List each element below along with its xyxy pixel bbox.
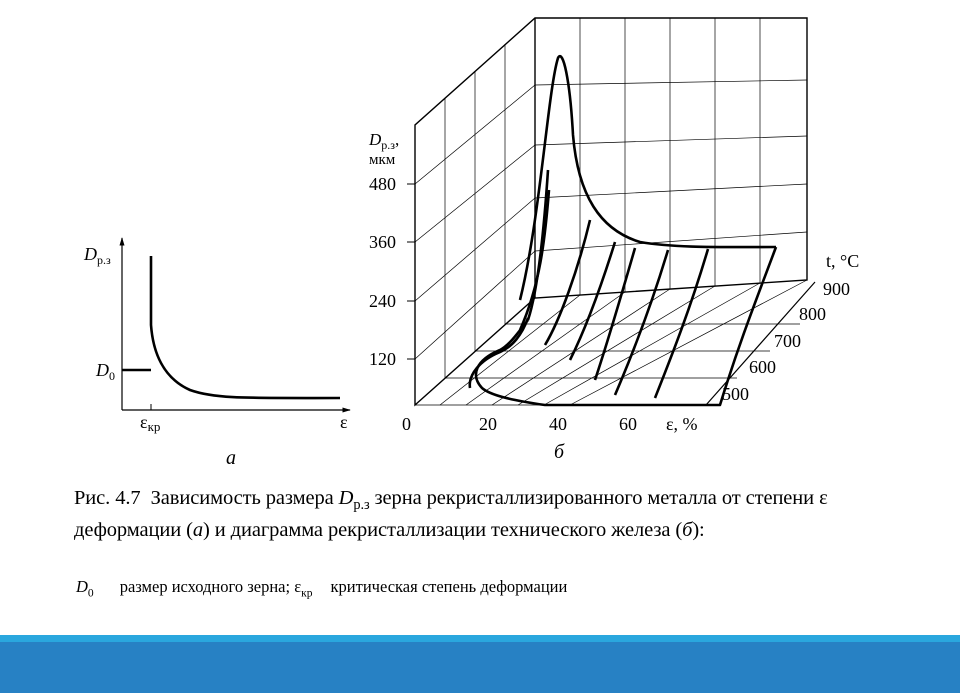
curve-t-800 <box>545 220 590 345</box>
legend-eps-symbol: ε <box>294 577 302 596</box>
caption-symbol: D <box>338 487 354 509</box>
caption-letter-a: а <box>192 519 204 542</box>
legend-d0-symbol: D <box>76 577 88 596</box>
panel-b-t-tick-700: 700 <box>774 331 801 351</box>
legend-d0-sub: 0 <box>87 587 94 600</box>
caption-figure-number: Рис. 4.7 <box>74 487 141 509</box>
panel-b-letter: б <box>554 441 565 463</box>
panel-b-z-ticks <box>407 184 415 359</box>
legend-eps-sub: кр <box>301 587 313 600</box>
panel-b-x-tick-60: 60 <box>619 414 637 434</box>
curve-t-650 <box>615 250 668 395</box>
panel-b-z-unit: мкм <box>369 152 396 168</box>
panel-b-t-tick-500: 500 <box>722 384 749 404</box>
curve-t-600 <box>655 249 708 398</box>
caption-text-2: зерна рекристаллизированного металла от степени ε деформации ( <box>74 487 828 542</box>
panel-b-t-tick-600: 600 <box>749 357 776 377</box>
panel-b-t-label: t, °C <box>826 251 860 271</box>
panel-b-recrystallization-surface <box>470 56 776 405</box>
panel-b-diagram <box>368 18 859 463</box>
panel-a-y-label: $D_{р.з}$ <box>84 244 111 267</box>
footer-bar <box>0 642 960 693</box>
footer-accent-stripe <box>0 635 960 642</box>
panel-b-grid <box>415 18 807 405</box>
caption-symbol-sub: р.з <box>353 497 370 514</box>
caption-text-3: ) и диаграмма рекристаллизации технического железа ( <box>203 519 683 542</box>
panel-a-grain-size-curve <box>151 256 340 398</box>
panel-a-x-label: ε <box>340 412 348 432</box>
legend-eps-text: критическая степень деформации <box>330 577 568 596</box>
panel-b-z-tick-480: 480 <box>369 174 396 194</box>
figure-legend <box>76 576 567 604</box>
panel-a-diagram <box>83 238 350 469</box>
caption-text-4: ): <box>692 519 705 542</box>
panel-a-eps-cr-label: εкр <box>140 412 161 434</box>
panel-b-z-label: $D_{р.з}$, <box>369 130 400 152</box>
panel-b-x-tick-40: 40 <box>549 414 567 434</box>
caption-letter-b: б <box>682 519 693 542</box>
panel-b-z-tick-120: 120 <box>369 349 396 369</box>
caption-text-1: Зависимость размера <box>150 487 334 509</box>
panel-b-z-tick-240: 240 <box>369 291 396 311</box>
panel-b-x-label: ε, % <box>666 414 698 434</box>
panel-b-t-tick-800: 800 <box>799 304 826 324</box>
panel-b-x-tick-0: 0 <box>402 414 411 434</box>
legend-d0-text: размер исходного зерна; <box>119 577 291 596</box>
curve-t-900 <box>520 56 776 300</box>
panel-b-x-tick-20: 20 <box>479 414 497 434</box>
panel-b-z-tick-360: 360 <box>369 232 396 252</box>
panel-a-letter: а <box>226 447 236 469</box>
panel-b-back-wall-frame <box>415 18 807 405</box>
panel-a-d0-label: $D_0$ <box>96 360 115 383</box>
figure-caption <box>74 486 904 543</box>
panel-b-t-tick-900: 900 <box>823 279 850 299</box>
